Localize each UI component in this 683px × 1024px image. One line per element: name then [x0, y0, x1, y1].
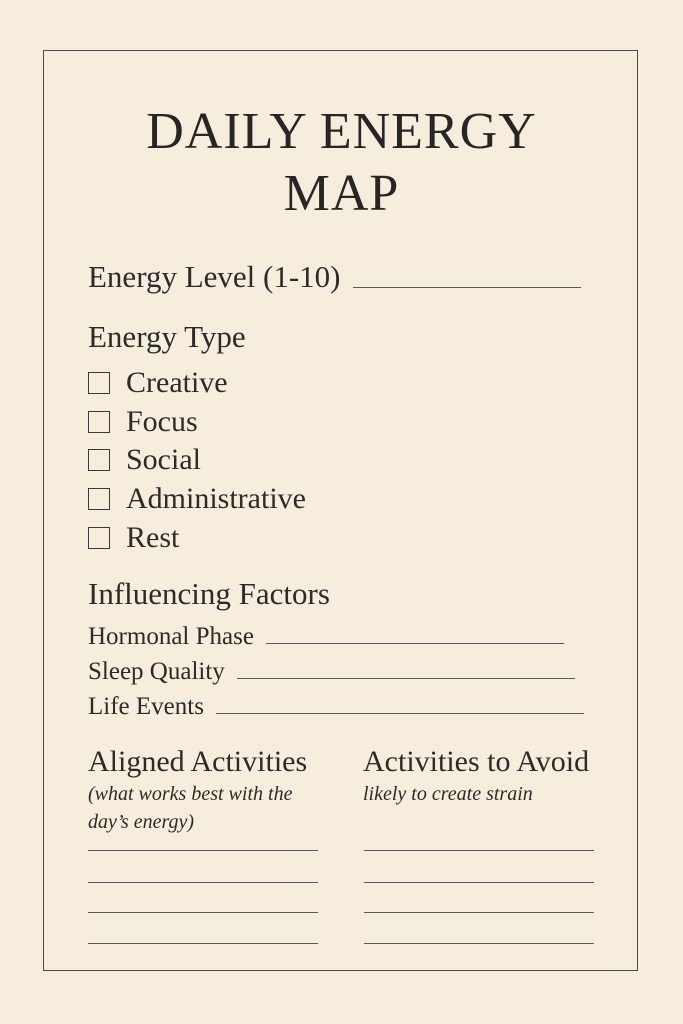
avoid-activity-line-2[interactable]: [364, 882, 594, 883]
checkbox[interactable]: [88, 488, 110, 510]
energy-level-row: [88, 258, 581, 296]
energy-type-option-focus[interactable]: [88, 403, 198, 441]
energy-level-field[interactable]: [353, 287, 581, 288]
aligned-activity-line-2[interactable]: [88, 882, 318, 883]
avoid-activity-line-3[interactable]: [364, 912, 594, 913]
option-label: Focus: [126, 405, 198, 438]
aligned-activities-heading: Aligned Activities: [88, 745, 308, 778]
influencing-factors-heading: Influencing Factors: [88, 576, 330, 611]
sleep-quality-field[interactable]: [237, 678, 575, 679]
checkbox[interactable]: [88, 372, 110, 394]
energy-type-option-administrative[interactable]: [88, 480, 306, 518]
factor-label: Life Events: [88, 693, 204, 720]
activities-to-avoid-subtitle: likely to create strain: [363, 783, 533, 805]
activities-to-avoid-heading: Activities to Avoid: [363, 745, 590, 778]
option-label: Social: [126, 443, 201, 476]
option-label: Creative: [126, 366, 228, 399]
checkbox[interactable]: [88, 411, 110, 433]
life-events-field[interactable]: [216, 713, 584, 714]
aligned-activities-subtitle: (what works best with the day’s energy): [88, 783, 293, 833]
energy-type-option-rest[interactable]: [88, 519, 179, 557]
checkbox[interactable]: [88, 449, 110, 471]
energy-type-heading: Energy Type: [88, 319, 246, 354]
page-title-line-1: DAILY ENERGY: [146, 103, 537, 160]
factor-label: Sleep Quality: [88, 658, 225, 685]
page-title-line-2: MAP: [283, 165, 400, 222]
factor-row-life-events: [88, 692, 584, 722]
aligned-activity-line-3[interactable]: [88, 912, 318, 913]
energy-type-option-social[interactable]: [88, 441, 201, 479]
hormonal-phase-field[interactable]: [266, 643, 564, 644]
energy-level-label: Energy Level (1-10): [88, 259, 341, 294]
avoid-activity-line-1[interactable]: [364, 850, 594, 851]
option-label: Administrative: [126, 482, 306, 515]
factor-row-sleep-quality: [88, 657, 575, 687]
avoid-activity-line-4[interactable]: [364, 943, 594, 944]
energy-type-option-creative[interactable]: [88, 364, 228, 402]
factor-label: Hormonal Phase: [88, 623, 254, 650]
aligned-activity-line-1[interactable]: [88, 850, 318, 851]
aligned-activity-line-4[interactable]: [88, 943, 318, 944]
factor-row-hormonal-phase: [88, 622, 564, 652]
option-label: Rest: [126, 521, 180, 554]
checkbox[interactable]: [88, 527, 110, 549]
